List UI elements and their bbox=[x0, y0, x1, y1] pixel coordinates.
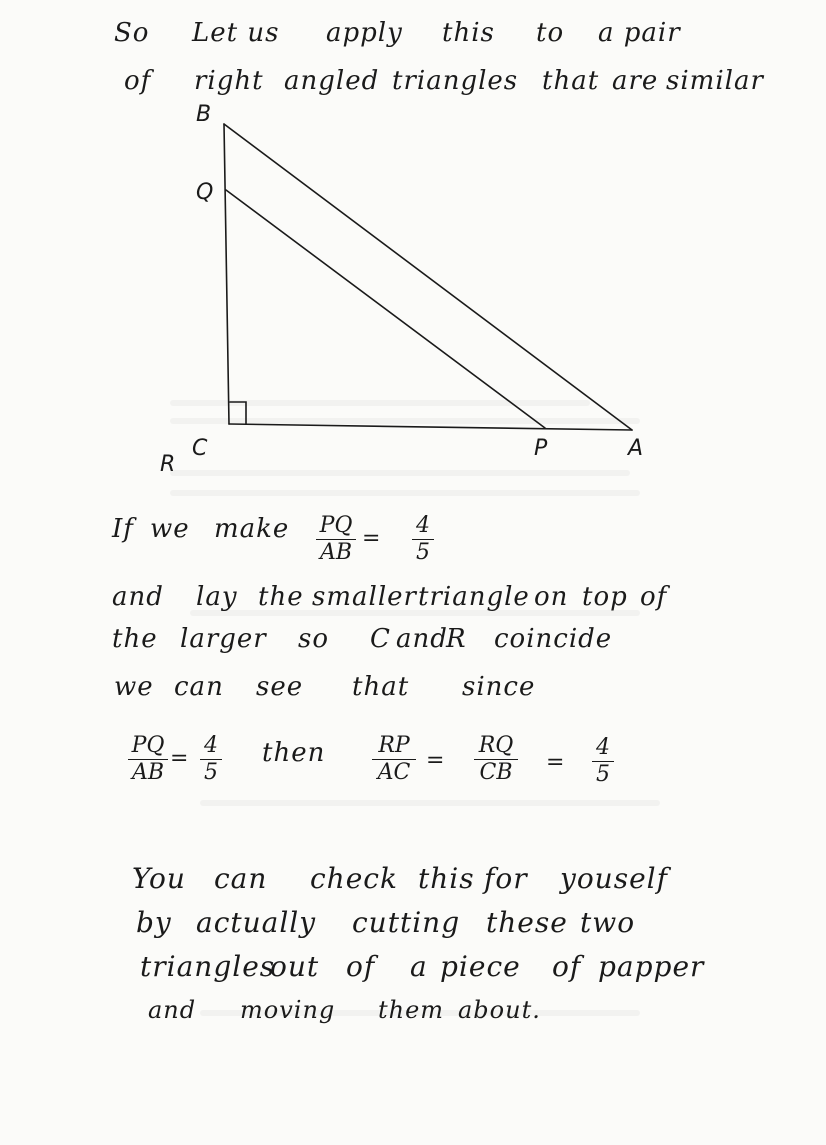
word: for bbox=[484, 862, 528, 895]
word: the bbox=[258, 582, 304, 612]
word: You bbox=[132, 862, 186, 895]
word-then: then bbox=[262, 738, 326, 768]
word: this bbox=[442, 18, 495, 48]
word: since bbox=[462, 672, 536, 702]
word: we bbox=[114, 672, 154, 702]
vertex-label-b: B bbox=[196, 102, 212, 127]
vertex-label-c: C bbox=[192, 436, 208, 461]
hypotenuse-ab bbox=[224, 124, 632, 430]
word: we bbox=[150, 514, 190, 544]
word: smaller bbox=[312, 582, 417, 612]
word: So bbox=[114, 18, 150, 48]
word: this bbox=[418, 862, 475, 895]
word: a bbox=[410, 950, 428, 983]
word: out bbox=[270, 950, 320, 983]
word: a pair bbox=[598, 18, 681, 48]
denominator: AC bbox=[377, 760, 411, 785]
word: If bbox=[112, 514, 134, 544]
word: moving bbox=[240, 996, 336, 1024]
denominator: CB bbox=[479, 760, 513, 785]
equals-sign: = bbox=[546, 750, 565, 775]
word: to bbox=[536, 18, 565, 48]
denominator: AB bbox=[319, 540, 353, 565]
word: piece bbox=[440, 950, 521, 983]
numerator: PQ bbox=[131, 733, 165, 758]
fraction-4-5 bbox=[412, 514, 434, 565]
numerator: 4 bbox=[416, 513, 430, 538]
word: larger bbox=[180, 624, 267, 654]
word: that bbox=[542, 66, 600, 96]
numerator: PQ bbox=[319, 513, 353, 538]
word: similar bbox=[666, 66, 764, 96]
word: lay bbox=[196, 582, 238, 612]
fraction-rp-ac bbox=[372, 734, 416, 785]
word: of bbox=[346, 950, 376, 983]
word: of bbox=[640, 582, 668, 612]
word: C bbox=[370, 624, 391, 654]
equals-sign: = bbox=[362, 526, 381, 551]
word: and bbox=[148, 996, 197, 1024]
fraction-pq-ab bbox=[316, 514, 356, 565]
fraction-4-5 bbox=[592, 736, 614, 787]
vertex-label-p: P bbox=[534, 436, 548, 461]
word: cutting bbox=[352, 906, 461, 939]
word: are bbox=[612, 66, 659, 96]
word: actually bbox=[196, 906, 317, 939]
word: triangles bbox=[392, 66, 519, 96]
word: and bbox=[112, 582, 164, 612]
word: Let us bbox=[192, 18, 280, 48]
word: angled bbox=[284, 66, 380, 96]
word: on bbox=[534, 582, 569, 612]
word: youself bbox=[560, 862, 668, 895]
word: make bbox=[214, 514, 290, 544]
word: that bbox=[352, 672, 410, 702]
denominator: 5 bbox=[204, 760, 218, 785]
fraction-rq-cb bbox=[474, 734, 518, 785]
right-angle-mark bbox=[230, 402, 246, 424]
vertex-label-r: R bbox=[160, 452, 176, 477]
denominator: AB bbox=[131, 760, 165, 785]
equals-sign: = bbox=[170, 746, 189, 771]
equals-sign: = bbox=[426, 748, 445, 773]
word: can bbox=[174, 672, 224, 702]
base-side-ca bbox=[229, 424, 632, 430]
vertex-label-a: A bbox=[628, 436, 644, 461]
word: can bbox=[214, 862, 268, 895]
word: papper bbox=[598, 950, 705, 983]
word: these bbox=[486, 906, 568, 939]
word: them bbox=[378, 996, 445, 1024]
numerator: 4 bbox=[596, 735, 610, 760]
word: so bbox=[298, 624, 329, 654]
numerator: RQ bbox=[478, 733, 514, 758]
hypotenuse-qp bbox=[226, 190, 545, 428]
word: of bbox=[124, 66, 152, 96]
vertex-label-q: Q bbox=[196, 180, 214, 205]
word: apply bbox=[326, 18, 403, 48]
numerator: 4 bbox=[204, 733, 218, 758]
fraction-4-5 bbox=[200, 734, 222, 785]
word: top bbox=[582, 582, 628, 612]
word: see bbox=[256, 672, 304, 702]
denominator: 5 bbox=[596, 762, 610, 787]
word: R bbox=[446, 624, 467, 654]
word: and bbox=[396, 624, 448, 654]
vertical-side-cb bbox=[224, 124, 229, 424]
word: triangles bbox=[140, 950, 276, 983]
word: check bbox=[310, 862, 398, 895]
word: two bbox=[580, 906, 636, 939]
word: right bbox=[194, 66, 264, 96]
word: about. bbox=[458, 996, 541, 1024]
word: the bbox=[112, 624, 158, 654]
fraction-pq-ab bbox=[128, 734, 168, 785]
word: triangle bbox=[418, 582, 530, 612]
numerator: RP bbox=[378, 733, 410, 758]
denominator: 5 bbox=[416, 540, 430, 565]
word: of bbox=[552, 950, 582, 983]
word: by bbox=[136, 906, 172, 939]
word: coincide bbox=[494, 624, 613, 654]
